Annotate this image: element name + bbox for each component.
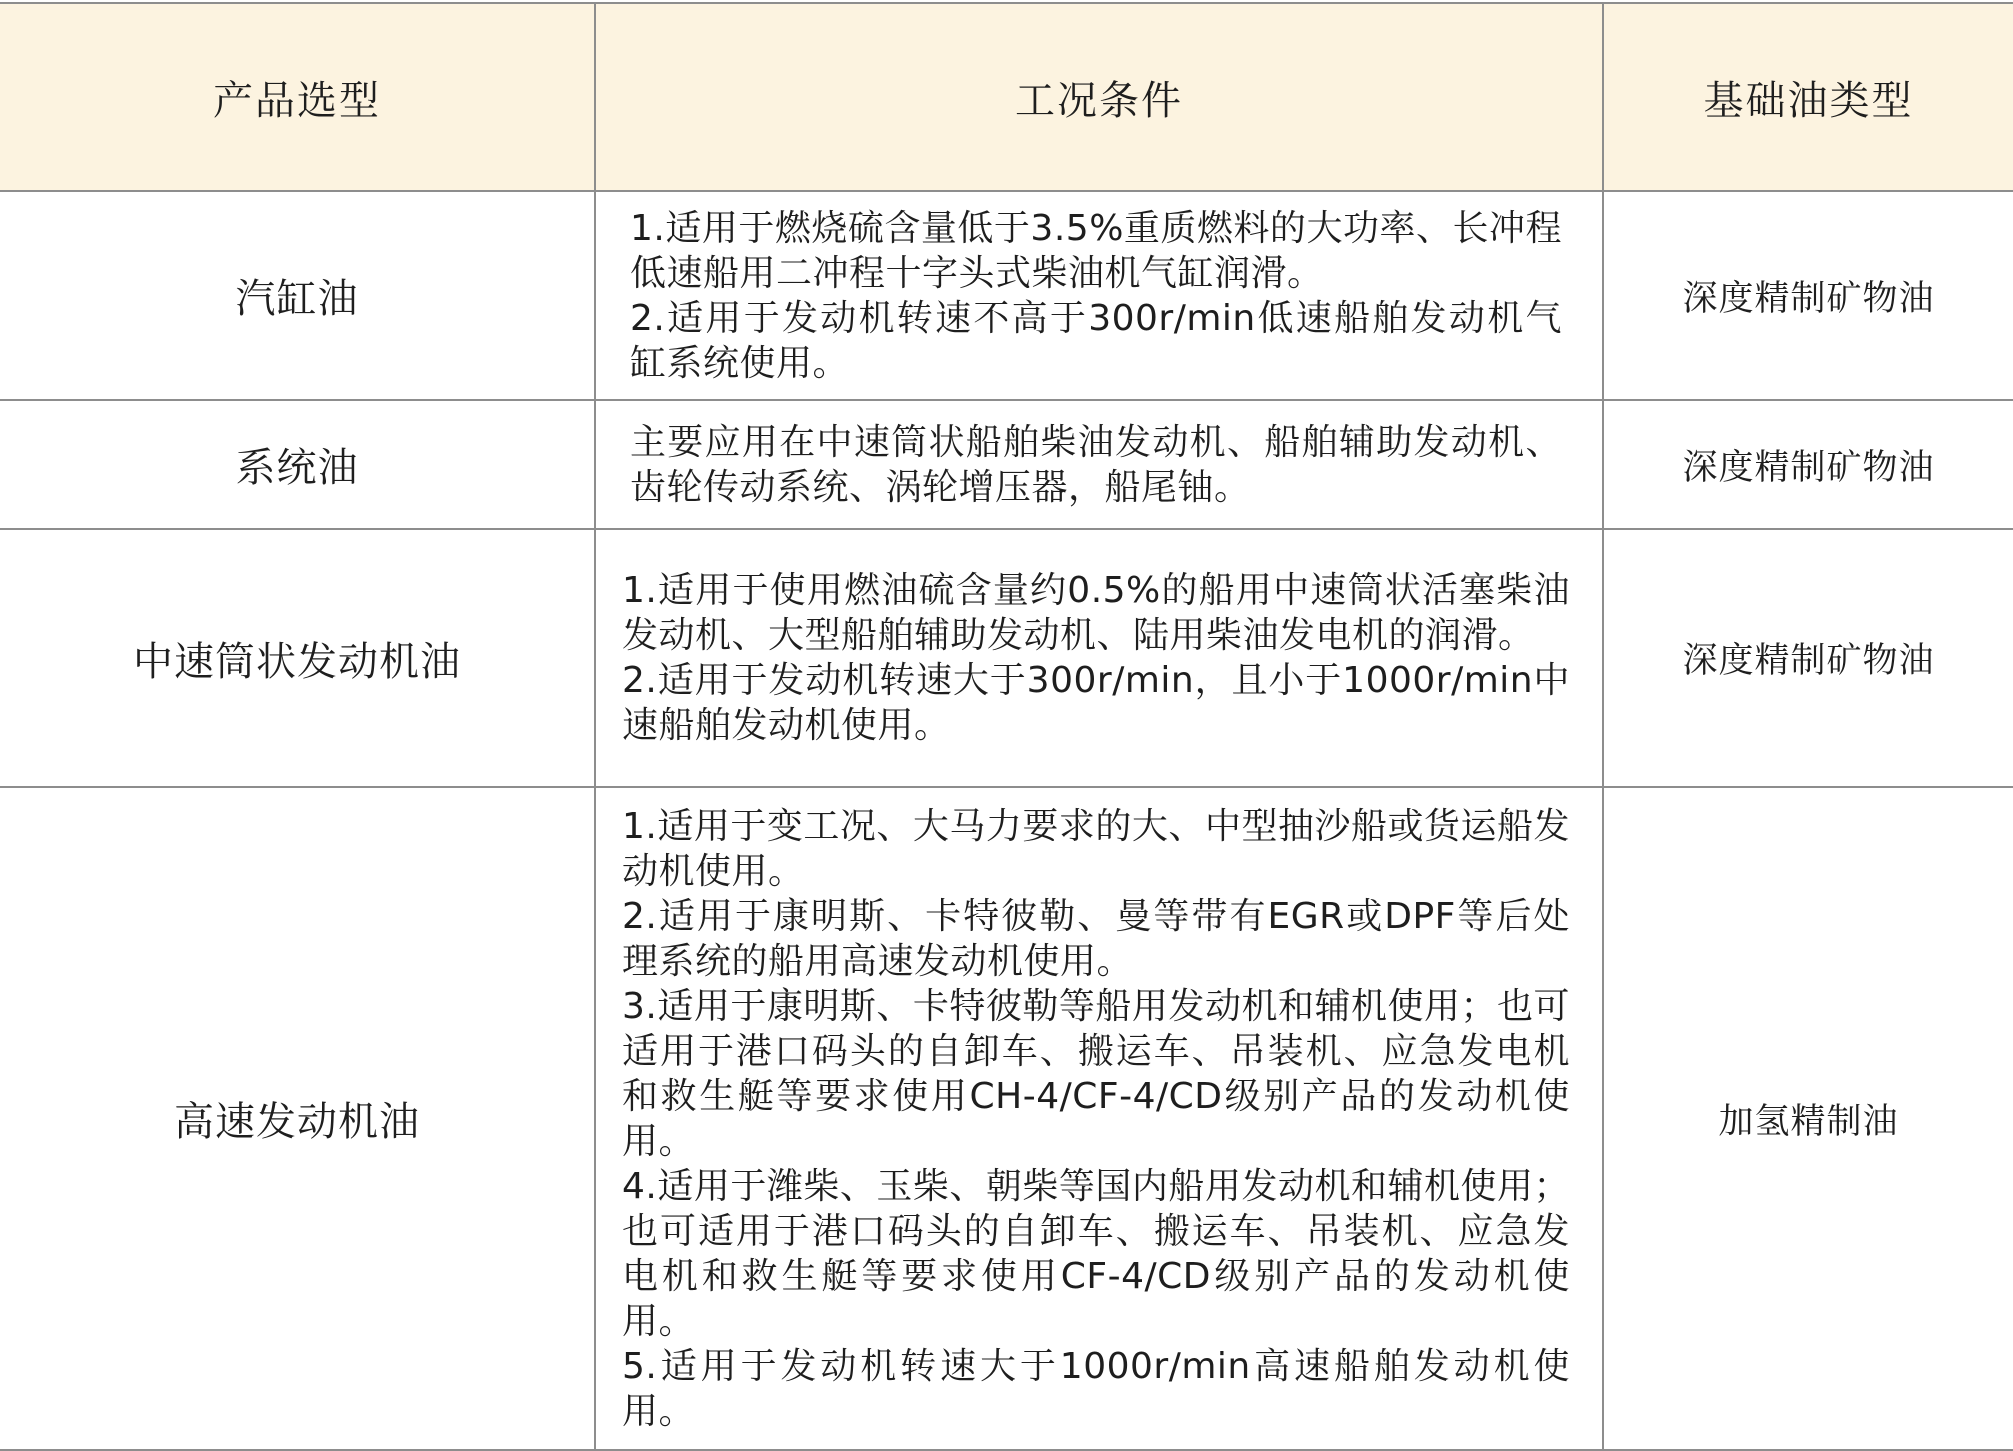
table-header	[0, 3, 2013, 191]
conditions-cell	[595, 191, 1603, 400]
condition-item: 1.适用于燃烧硫含量低于3.5%重质燃料的大功率、长冲程低速船用二冲程十字头式柴油机气缸润滑。	[630, 207, 1562, 294]
base-oil-cell: 深度精制矿物油	[1603, 191, 2013, 400]
condition-item: 4.适用于潍柴、玉柴、朝柴等国内船用发动机和辅机使用；也可适用于港口码头的自卸车、搬运车、吊装机、应急发电机和救生艇等要求使用CF-4/CD级别产品的发动机使用。	[622, 1165, 1570, 1342]
condition-item: 2.适用于发动机转速不高于300r/min低速船舶发动机气缸系统使用。	[630, 297, 1562, 384]
base-oil-cell: 深度精制矿物油	[1603, 529, 2013, 787]
lubricant-selection-table	[0, 2, 2013, 1451]
conditions-cell	[595, 400, 1603, 529]
condition-item: 1.适用于使用燃油硫含量约0.5%的船用中速筒状活塞柴油发动机、大型船舶辅助发动机、陆用柴油发电机的润滑。	[622, 570, 1570, 656]
header-operating-conditions: 工况条件	[595, 3, 1603, 191]
header-base-oil-type: 基础油类型	[1603, 3, 2013, 191]
base-oil-cell: 深度精制矿物油	[1603, 400, 2013, 529]
product-name-cell: 高速发动机油	[0, 787, 595, 1450]
condition-item: 5.适用于发动机转速大于1000r/min高速船舶发动机使用。	[622, 1345, 1570, 1432]
table-row	[0, 191, 2013, 400]
conditions-cell	[595, 529, 1603, 787]
product-name-cell: 系统油	[0, 400, 595, 529]
condition-item: 2.适用于发动机转速大于300r/min，且小于1000r/min中速船舶发动机使用。	[622, 660, 1570, 746]
header-product-selection: 产品选型	[0, 3, 595, 191]
table-body	[0, 191, 2013, 1450]
table-row	[0, 787, 2013, 1450]
condition-item: 1.适用于变工况、大马力要求的大、中型抽沙船或货运船发动机使用。	[622, 805, 1570, 892]
condition-item: 2.适用于康明斯、卡特彼勒、曼等带有EGR或DPF等后处理系统的船用高速发动机使用。	[622, 895, 1570, 982]
product-name-cell: 汽缸油	[0, 191, 595, 400]
conditions-cell	[595, 787, 1603, 1450]
condition-item: 3.适用于康明斯、卡特彼勒等船用发动机和辅机使用；也可适用于港口码头的自卸车、搬运车、吊装机、应急发电机和救生艇等要求使用CH-4/CF-4/CD级别产品的发动机使用。	[622, 985, 1570, 1162]
condition-item: 主要应用在中速筒状船舶柴油发动机、船舶辅助发动机、齿轮传动系统、涡轮增压器，船尾铀。	[630, 421, 1562, 508]
table-row	[0, 529, 2013, 787]
product-name-cell: 中速筒状发动机油	[0, 529, 595, 787]
base-oil-cell: 加氢精制油	[1603, 787, 2013, 1450]
header-row	[0, 3, 2013, 191]
table-row	[0, 400, 2013, 529]
